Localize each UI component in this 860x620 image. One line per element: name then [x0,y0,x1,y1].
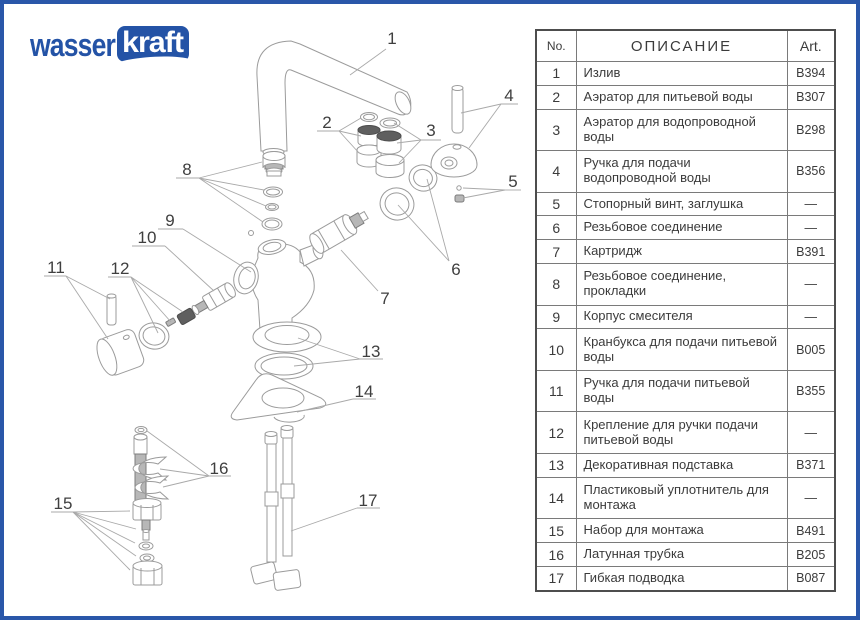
cell-art: B087 [787,566,835,591]
cell-art: — [787,216,835,240]
leader-line [199,162,262,178]
decorative-base-rings [253,322,321,379]
cell-no: 5 [536,192,576,216]
cell-desc: Резьбовое соединение, прокладки [576,263,787,305]
table-row [536,370,835,412]
table-row [536,109,835,151]
set-screw-plug [455,186,464,202]
table-row [536,412,835,454]
parts-table [535,29,836,592]
table-row [536,151,835,193]
cell-art: B394 [787,62,835,86]
header-art: Art. [787,30,835,62]
leader-line [463,188,505,190]
cell-desc: Крепление для ручки подачи питьевой воды [576,412,787,454]
cell-art: B307 [787,85,835,109]
callout-number: 2 [322,113,332,132]
leader-line [165,246,214,291]
table-row [536,192,835,216]
cell-no: 16 [536,543,576,567]
cell-desc: Стопорный винт, заглушка [576,192,787,216]
callout-number: 6 [451,260,461,279]
table-row [536,519,835,543]
cell-no: 9 [536,305,576,329]
cell-no: 15 [536,519,576,543]
leader-line [147,431,209,476]
cell-art: B298 [787,109,835,151]
table-row [536,263,835,305]
drinking-valve-part [189,281,237,318]
leader-line [73,512,136,529]
callout-number: 11 [47,258,65,277]
leader-line [199,178,264,190]
leader-line [350,49,386,75]
cell-no: 10 [536,329,576,371]
cell-no: 4 [536,151,576,193]
cell-no: 7 [536,240,576,264]
table-header-row [536,30,835,62]
cartridge-part [307,205,372,255]
callout-number: 9 [165,211,175,230]
callout-number: 12 [110,259,130,278]
header-no: No. [536,30,576,62]
wasserkraft-logo [29,26,197,80]
cell-desc: Излив [576,62,787,86]
callout-number: 8 [182,160,192,179]
cell-desc: Гибкая подводка [576,566,787,591]
leader-line [73,512,135,543]
mixer-body [230,237,324,335]
cell-desc: Корпус смесителя [576,305,787,329]
cell-no: 3 [536,109,576,151]
drinking-handle-part [93,294,146,379]
faucet-parts [93,41,477,591]
table-row [536,566,835,591]
cell-art: B491 [787,519,835,543]
cell-desc: Латунная трубка [576,543,787,567]
leader-line [163,476,209,487]
leader-line [199,178,263,222]
leader-line [183,229,251,272]
cell-no: 1 [536,62,576,86]
leader-line [463,190,505,198]
callout-number: 13 [361,342,381,361]
cell-desc: Аэратор для водопроводной воды [576,109,787,151]
cell-no: 14 [536,477,576,519]
leader-line [339,131,359,153]
callout-number: 10 [137,228,157,247]
cell-no: 11 [536,370,576,412]
leader-line [66,276,108,339]
cell-desc: Картридж [576,240,787,264]
cell-desc: Декоративная подставка [576,454,787,478]
cell-desc: Ручка для подачи питьевой воды [576,370,787,412]
handle-fixing-parts [137,308,196,352]
cell-no: 2 [536,85,576,109]
table-row [536,240,835,264]
cell-art: B205 [787,543,835,567]
mounting-kit-brass-tube [133,427,168,586]
leader-line [294,359,360,366]
table-row [536,329,835,371]
supply-handle-part [431,86,477,178]
cell-desc: Резьбовое соединение [576,216,787,240]
cell-desc: Ручка для подачи водопроводной воды [576,151,787,193]
leader-line [291,508,357,531]
logo-wasser-text: wasser [29,27,116,63]
cell-desc: Пластиковый уплотнитель для монтажа [576,477,787,519]
leader-line [73,512,130,570]
cell-art: B371 [787,454,835,478]
cell-no: 17 [536,566,576,591]
callout-number: 14 [354,382,374,401]
cell-art: — [787,192,835,216]
parts-table-body [536,62,835,592]
callout-number: 1 [387,29,397,48]
leader-line [73,511,130,512]
cell-desc: Кранбукса для подачи питьевой воды [576,329,787,371]
table-row [536,477,835,519]
cell-art: — [787,263,835,305]
leader-line [66,276,110,299]
table-row [536,62,835,86]
cell-art: B356 [787,151,835,193]
callout-number: 16 [209,459,229,478]
plastic-seal-part [231,374,326,422]
cell-desc: Аэратор для питьевой воды [576,85,787,109]
table-row [536,305,835,329]
table-row [536,543,835,567]
cell-art: — [787,477,835,519]
cell-art: B355 [787,370,835,412]
cell-no: 6 [536,216,576,240]
cell-art: — [787,305,835,329]
cell-art: B005 [787,329,835,371]
table-row [536,454,835,478]
cell-desc: Набор для монтажа [576,519,787,543]
cell-no: 12 [536,412,576,454]
leader-line [73,512,136,556]
table-row [536,85,835,109]
callout-number: 15 [53,494,73,513]
callout-number: 17 [358,491,378,510]
table-row [536,216,835,240]
leader-line [341,250,378,291]
callout-number: 4 [504,86,514,105]
leader-line [399,140,421,163]
cell-art: — [787,412,835,454]
callout-number: 5 [508,172,518,191]
cell-no: 13 [536,454,576,478]
leader-line [160,469,209,476]
cell-no: 8 [536,263,576,305]
logo-kraft-text: kraft [122,26,185,59]
leader-line [131,277,158,333]
flexible-hoses [250,426,301,591]
cell-art: B391 [787,240,835,264]
callout-number: 3 [426,121,436,140]
leader-line [469,104,501,148]
leader-line [199,178,266,206]
header-description: ОПИСАНИЕ [576,30,787,62]
callout-number: 7 [380,289,390,308]
